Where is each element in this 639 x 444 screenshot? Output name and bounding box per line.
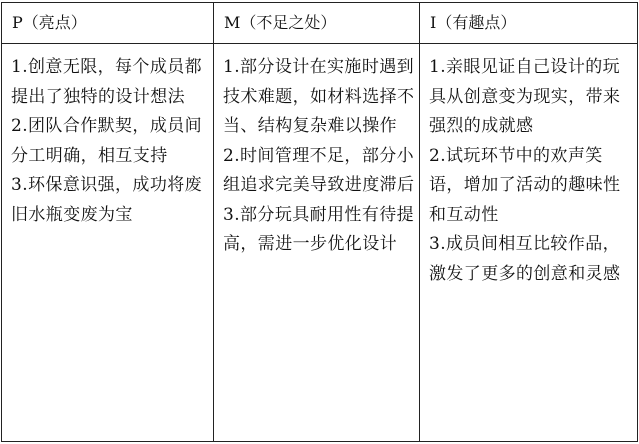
cell-minus [214, 44, 420, 442]
minus-item-2: 2.时间管理不足，部分小组追求完美导致进度滞后 [223, 145, 415, 195]
interesting-item-1: 1.亲眼见证自己设计的玩具从创意变为现实，带来强烈的成就感 [429, 57, 621, 136]
content-row [2, 44, 638, 442]
interesting-item-3: 3.成员间相互比较作品，激发了更多的创意和灵感 [429, 234, 621, 284]
plus-item-3: 3.环保意识强，成功将废旧水瓶变废为宝 [11, 175, 203, 225]
header-minus: M（不足之处） [214, 3, 420, 44]
cell-interesting [420, 44, 638, 442]
plus-item-2: 2.团队合作默契，成员间分工明确，相互支持 [11, 116, 203, 166]
pmi-table [1, 2, 638, 442]
header-row [2, 3, 638, 44]
header-interesting: I（有趣点） [420, 3, 638, 44]
minus-item-3: 3.部分玩具耐用性有待提高，需进一步优化设计 [223, 204, 415, 254]
plus-item-1: 1.创意无限，每个成员都提出了独特的设计想法 [11, 57, 203, 107]
interesting-item-2: 2.试玩环节中的欢声笑语，增加了活动的趣味性和互动性 [429, 145, 621, 225]
header-plus: P（亮点） [2, 3, 214, 44]
minus-item-1: 1.部分设计在实施时遇到技术难题，如材料选择不当、结构复杂难以操作 [223, 57, 415, 136]
cell-plus [2, 44, 214, 442]
